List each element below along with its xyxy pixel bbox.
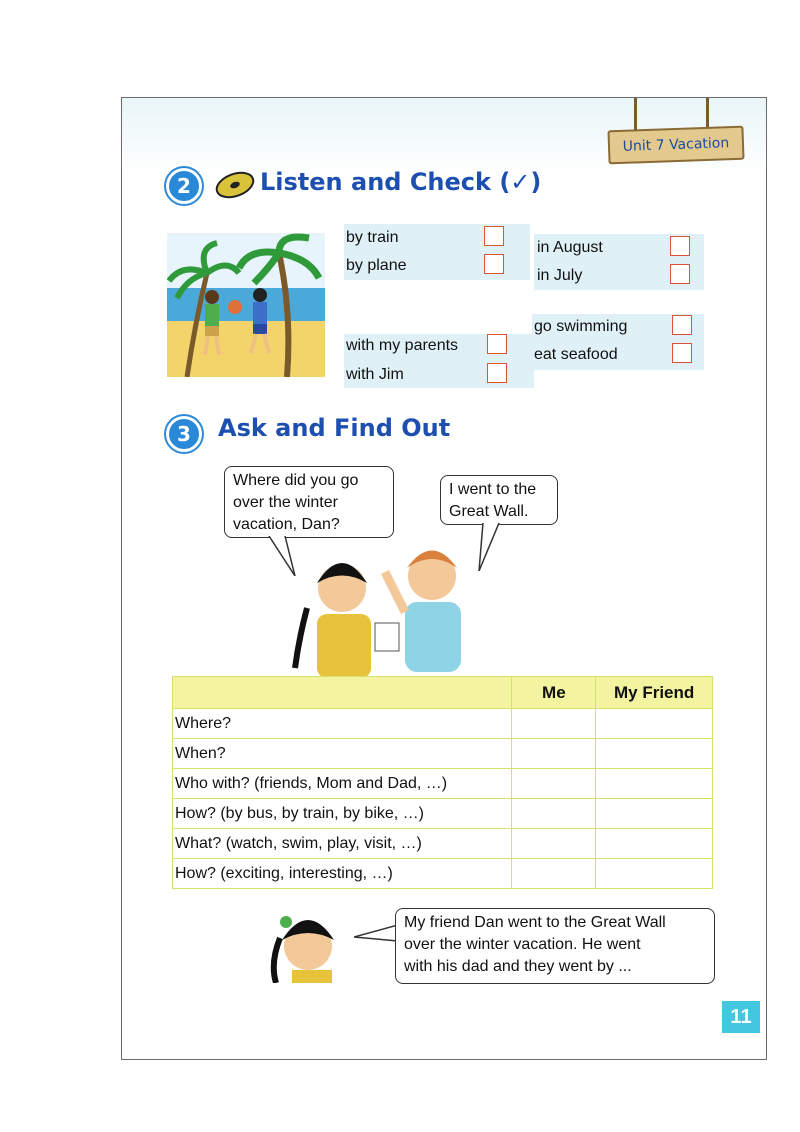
table-row <box>173 859 713 889</box>
textbook-page <box>121 97 767 1060</box>
cell-friend[interactable] <box>596 769 713 799</box>
table-row <box>173 799 713 829</box>
row-question: When? <box>173 739 512 769</box>
checkbox[interactable] <box>484 254 504 274</box>
option-text: by train <box>346 229 399 246</box>
cell-me[interactable] <box>512 859 596 889</box>
checkbox[interactable] <box>672 315 692 335</box>
sign-rope-left <box>634 98 637 130</box>
bubble-line: vacation, Dan? <box>233 516 340 533</box>
cd-icon <box>214 170 256 200</box>
beach-picture <box>167 233 325 377</box>
row-question: How? (by bus, by train, by bike, …) <box>173 799 512 829</box>
checkbox[interactable] <box>484 226 504 246</box>
bubble-line: Where did you go <box>233 472 359 489</box>
bubble-line: over the winter vacation. He went <box>404 936 641 953</box>
cell-me[interactable] <box>512 769 596 799</box>
bubble-tail-bottom <box>354 923 398 943</box>
table-row <box>173 739 713 769</box>
row-question: How? (exciting, interesting, …) <box>173 859 512 889</box>
cell-me[interactable] <box>512 709 596 739</box>
page-number: 11 <box>722 1001 760 1033</box>
cell-friend[interactable] <box>596 799 713 829</box>
kids-illustration <box>287 538 502 678</box>
cell-friend[interactable] <box>596 859 713 889</box>
speech-bubble-girl <box>224 466 394 538</box>
bubble-line: Great Wall. <box>449 503 529 520</box>
table-header-row <box>173 677 713 709</box>
cell-friend[interactable] <box>596 709 713 739</box>
table-row <box>173 769 713 799</box>
checkbox[interactable] <box>487 334 507 354</box>
checkbox[interactable] <box>670 236 690 256</box>
unit-label: Unit 7 Vacation <box>622 135 730 155</box>
section-3-title: Ask and Find Out <box>218 414 451 442</box>
option-text: with Jim <box>346 366 404 383</box>
option-text: by plane <box>346 257 407 274</box>
bubble-line: My friend Dan went to the Great Wall <box>404 914 666 931</box>
section-2-number: 2 <box>166 168 202 204</box>
cell-friend[interactable] <box>596 739 713 769</box>
bubble-line: over the winter <box>233 494 338 511</box>
checkbox[interactable] <box>672 343 692 363</box>
sign-rope-right <box>706 98 709 130</box>
row-question: Where? <box>173 709 512 739</box>
checkbox[interactable] <box>670 264 690 284</box>
row-question: What? (watch, swim, play, visit, …) <box>173 829 512 859</box>
cell-friend[interactable] <box>596 829 713 859</box>
header-blank <box>173 677 512 709</box>
table-row <box>173 829 713 859</box>
cell-me[interactable] <box>512 799 596 829</box>
unit-sign <box>607 126 744 165</box>
speech-bubble-bottom <box>395 908 715 984</box>
girl-portrait <box>262 908 357 983</box>
checkbox[interactable] <box>487 363 507 383</box>
option-text: in July <box>537 267 583 284</box>
survey-table <box>172 676 713 889</box>
header-my-friend: My Friend <box>596 677 713 709</box>
bubble-line: with his dad and they went by ... <box>404 958 632 975</box>
header-me: Me <box>512 677 596 709</box>
option-text: go swimming <box>534 318 628 335</box>
section-3-number: 3 <box>166 416 202 452</box>
option-text: with my parents <box>346 337 459 354</box>
row-question: Who with? (friends, Mom and Dad, …) <box>173 769 512 799</box>
option-text: in August <box>537 239 603 256</box>
table-row <box>173 709 713 739</box>
section-2-title: Listen and Check (✓) <box>260 168 542 196</box>
cell-me[interactable] <box>512 829 596 859</box>
cell-me[interactable] <box>512 739 596 769</box>
bubble-line: I went to the <box>449 481 537 498</box>
option-text: eat seafood <box>534 346 618 363</box>
speech-bubble-boy <box>440 475 558 525</box>
